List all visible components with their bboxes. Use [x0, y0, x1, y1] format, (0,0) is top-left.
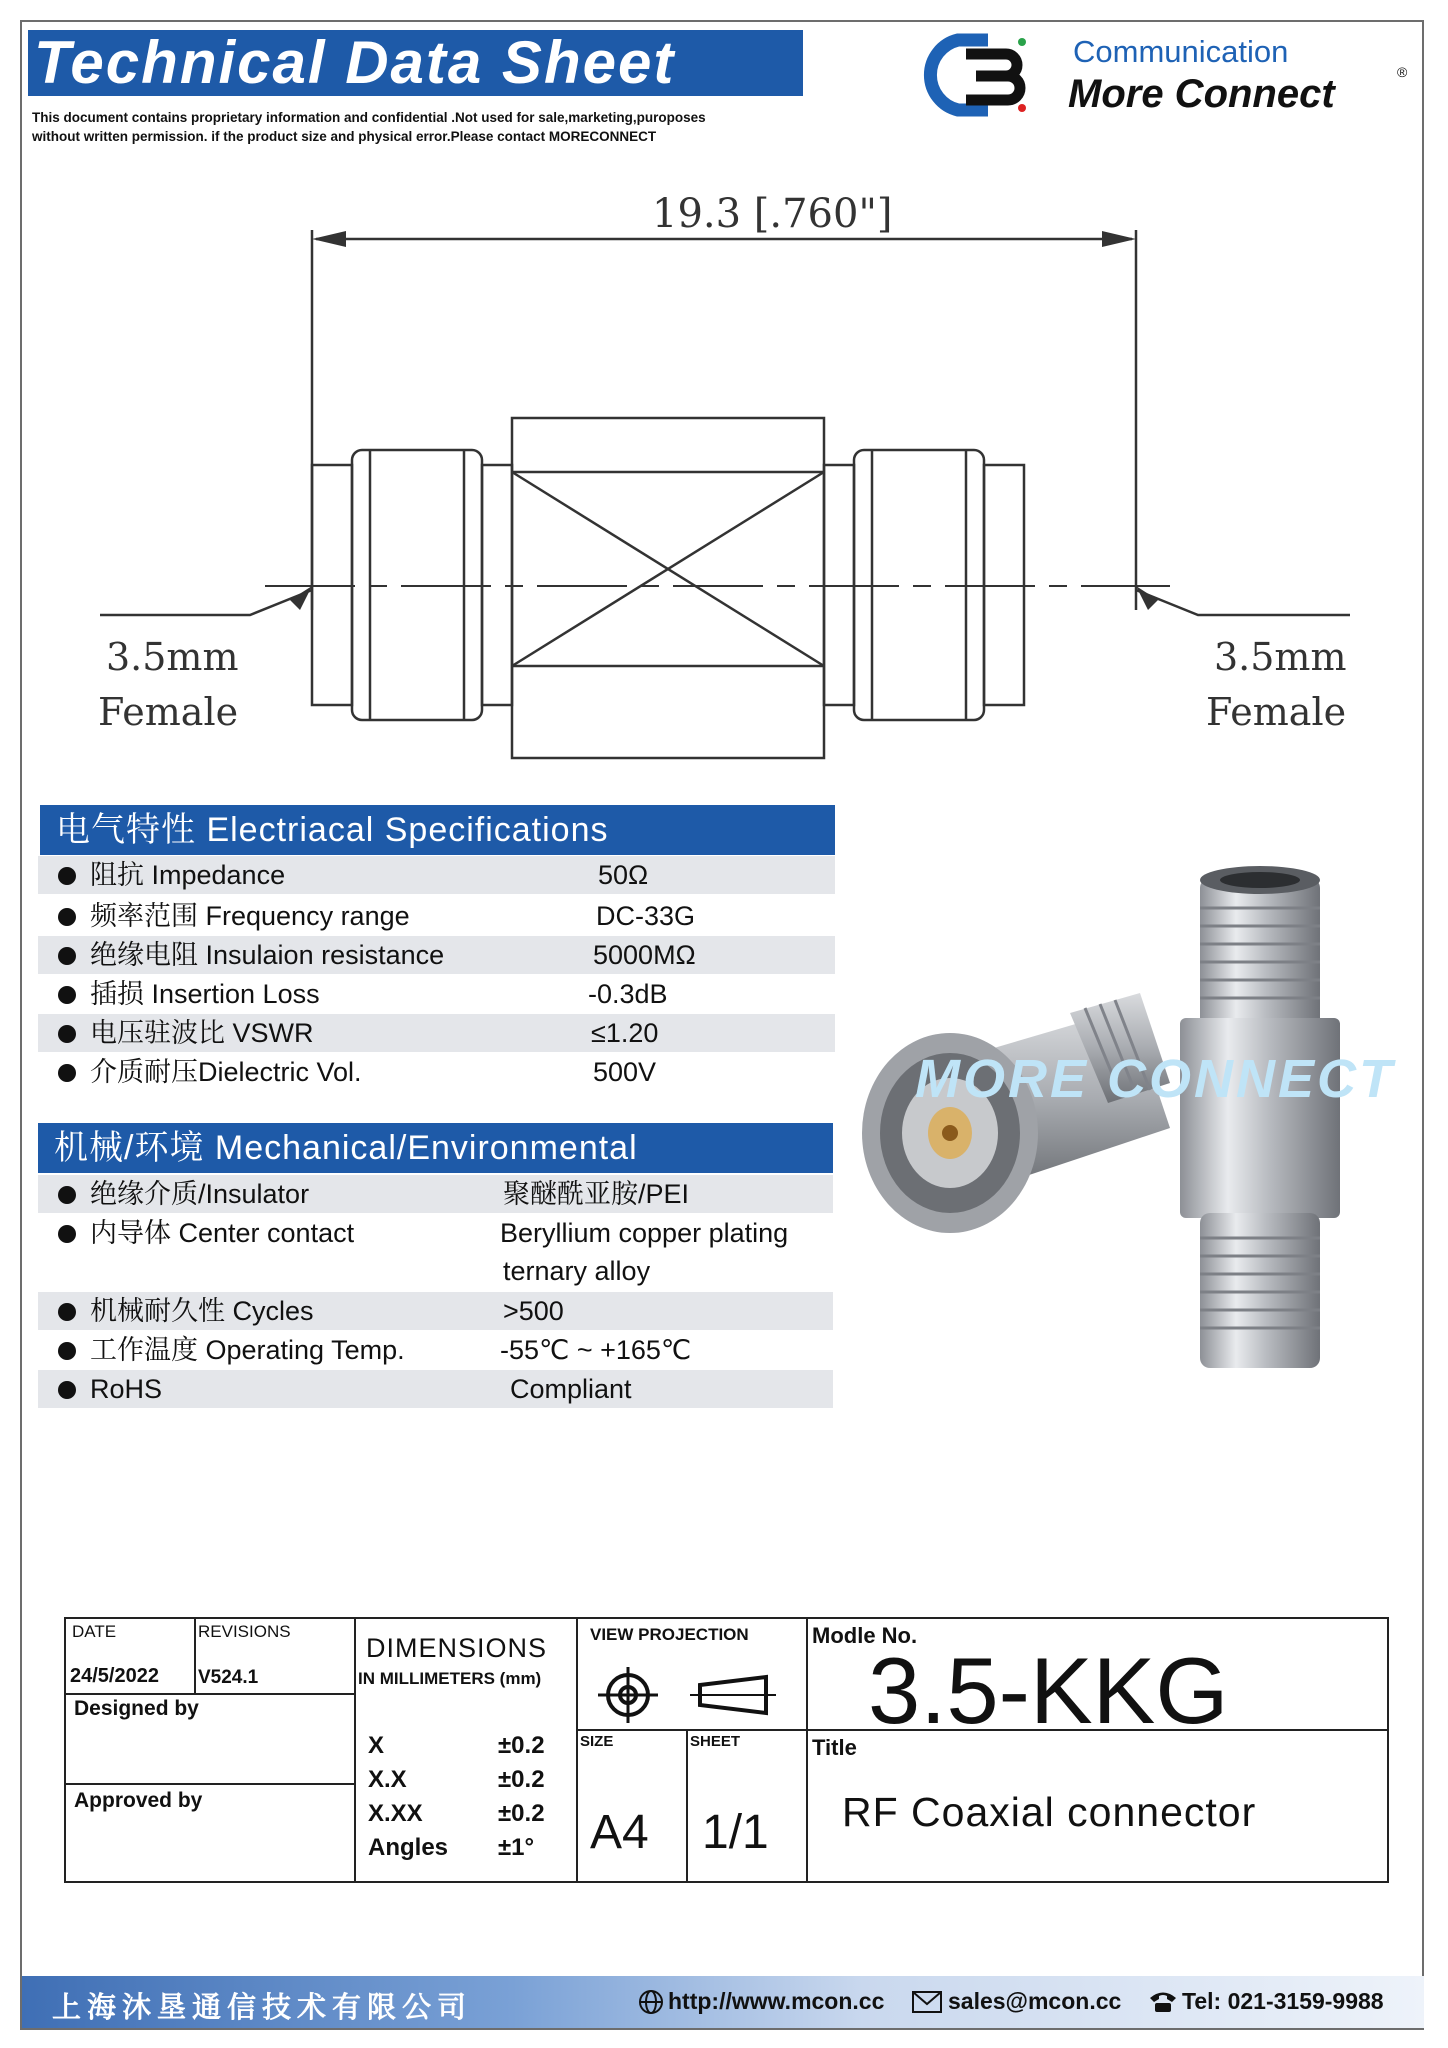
company-logo-icon — [918, 32, 1038, 118]
electrical-row-vswr: 电压驻波比 VSWR ≤1.20 — [38, 1014, 835, 1052]
title-block — [64, 1617, 1389, 1883]
mechanical-row-operating-temp: 工作温度 Operating Temp. -55℃ ~ +165℃ — [38, 1331, 833, 1369]
model-label: Modle No. — [812, 1623, 918, 1648]
bullet-icon — [58, 1342, 76, 1360]
mechanical-row-center-contact: 内导体 Center contact Beryllium copper plating ternary alloy — [38, 1214, 833, 1290]
right-port-size: 3.5mm — [1214, 635, 1347, 679]
telephone-number: Tel: 021-3159-9988 — [1182, 1988, 1384, 2014]
connector-technical-drawing — [70, 180, 1380, 770]
electrical-section-heading: 电气特性 Electriacal Specifications — [40, 805, 835, 855]
left-port-size: 3.5mm — [106, 635, 239, 679]
mechanical-row-insulator: 绝缘介质/Insulator 聚醚酰亚胺/PEI — [38, 1175, 833, 1213]
sheet-value: 1/1 — [702, 1806, 769, 1859]
size-value: A4 — [590, 1806, 649, 1859]
mechanical-row-rohs: RoHS Compliant — [38, 1370, 833, 1408]
date-label: DATE — [72, 1622, 117, 1641]
logo-registered-mark: ® — [1397, 64, 1408, 80]
bullet-icon — [58, 1025, 76, 1043]
website-link[interactable]: http://www.mcon.cc — [668, 1988, 885, 2014]
mechanical-section-heading: 机械/环境 Mechanical/Environmental — [38, 1123, 833, 1173]
bullet-icon — [58, 1381, 76, 1399]
email-icon — [912, 1991, 942, 2013]
tolerance-keys: X X.X X.XX Angles — [368, 1732, 449, 1861]
document-title: Technical Data Sheet — [28, 30, 803, 96]
bullet-icon — [58, 1225, 76, 1243]
logo-more-connect: More Connect — [1068, 72, 1335, 116]
dimensions-label: DIMENSIONS — [366, 1633, 548, 1663]
approved-by-label: Approved by — [74, 1789, 203, 1812]
electrical-row-impedance: 阻抗 Impedance 50Ω — [38, 856, 835, 894]
overall-length-dimension: 19.3 [.760"] — [652, 191, 893, 237]
electrical-row-insertion-loss: 插损 Insertion Loss -0.3dB — [38, 975, 835, 1013]
telephone-icon — [1148, 1989, 1178, 2013]
left-port-type: Female — [98, 690, 239, 734]
electrical-row-dielectric: 介质耐压Dielectric Vol. 500V — [38, 1053, 835, 1091]
electrical-row-frequency: 频率范围 Frequency range DC-33G — [38, 897, 835, 935]
disclaimer — [32, 108, 822, 146]
tolerance-values: ±0.2 ±0.2 ±0.2 ±1° — [498, 1732, 545, 1861]
projection-symbol-icon — [590, 1663, 790, 1727]
electrical-row-insulation: 绝缘电阻 Insulaion resistance 5000MΩ — [38, 936, 835, 974]
bullet-icon — [58, 867, 76, 885]
disclaimer-line-2: without written permission. if the product size and physical error.Please contact MORECONNECT — [32, 129, 657, 144]
right-port-type: Female — [1206, 690, 1347, 734]
mechanical-row-cycles: 机械耐久性 Cycles >500 — [38, 1292, 833, 1330]
model-number: 3.5-KKG — [868, 1638, 1229, 1743]
bullet-icon — [58, 1186, 76, 1204]
watermark: MORE CONNECT — [915, 1049, 1395, 1109]
designed-by-label: Designed by — [74, 1697, 199, 1720]
bullet-icon — [58, 908, 76, 926]
bullet-icon — [58, 1303, 76, 1321]
dimensions-unit: IN MILLIMETERS (mm) — [358, 1669, 542, 1688]
logo-communication: Communication — [1073, 34, 1289, 69]
bullet-icon — [58, 986, 76, 1004]
size-label: SIZE — [580, 1733, 614, 1750]
product-photo — [840, 858, 1380, 1398]
bullet-icon — [58, 947, 76, 965]
globe-icon — [638, 1989, 664, 2015]
title-label: Title — [812, 1735, 857, 1760]
revisions-value: V524.1 — [198, 1667, 259, 1688]
sheet-label: SHEET — [690, 1733, 741, 1750]
date-value: 24/5/2022 — [70, 1665, 159, 1687]
company-name-cn: 上海沐垦通信技术有限公司 — [52, 1992, 473, 2024]
product-title: RF Coaxial connector — [842, 1789, 1257, 1835]
view-projection-label: VIEW PROJECTION — [590, 1625, 749, 1644]
email-link[interactable]: sales@mcon.cc — [948, 1988, 1122, 2014]
revisions-label: REVISIONS — [198, 1622, 291, 1641]
disclaimer-line-1: This document contains proprietary information and confidential .Not used for sale,marketing,puroposes — [32, 110, 706, 125]
bullet-icon — [58, 1064, 76, 1082]
